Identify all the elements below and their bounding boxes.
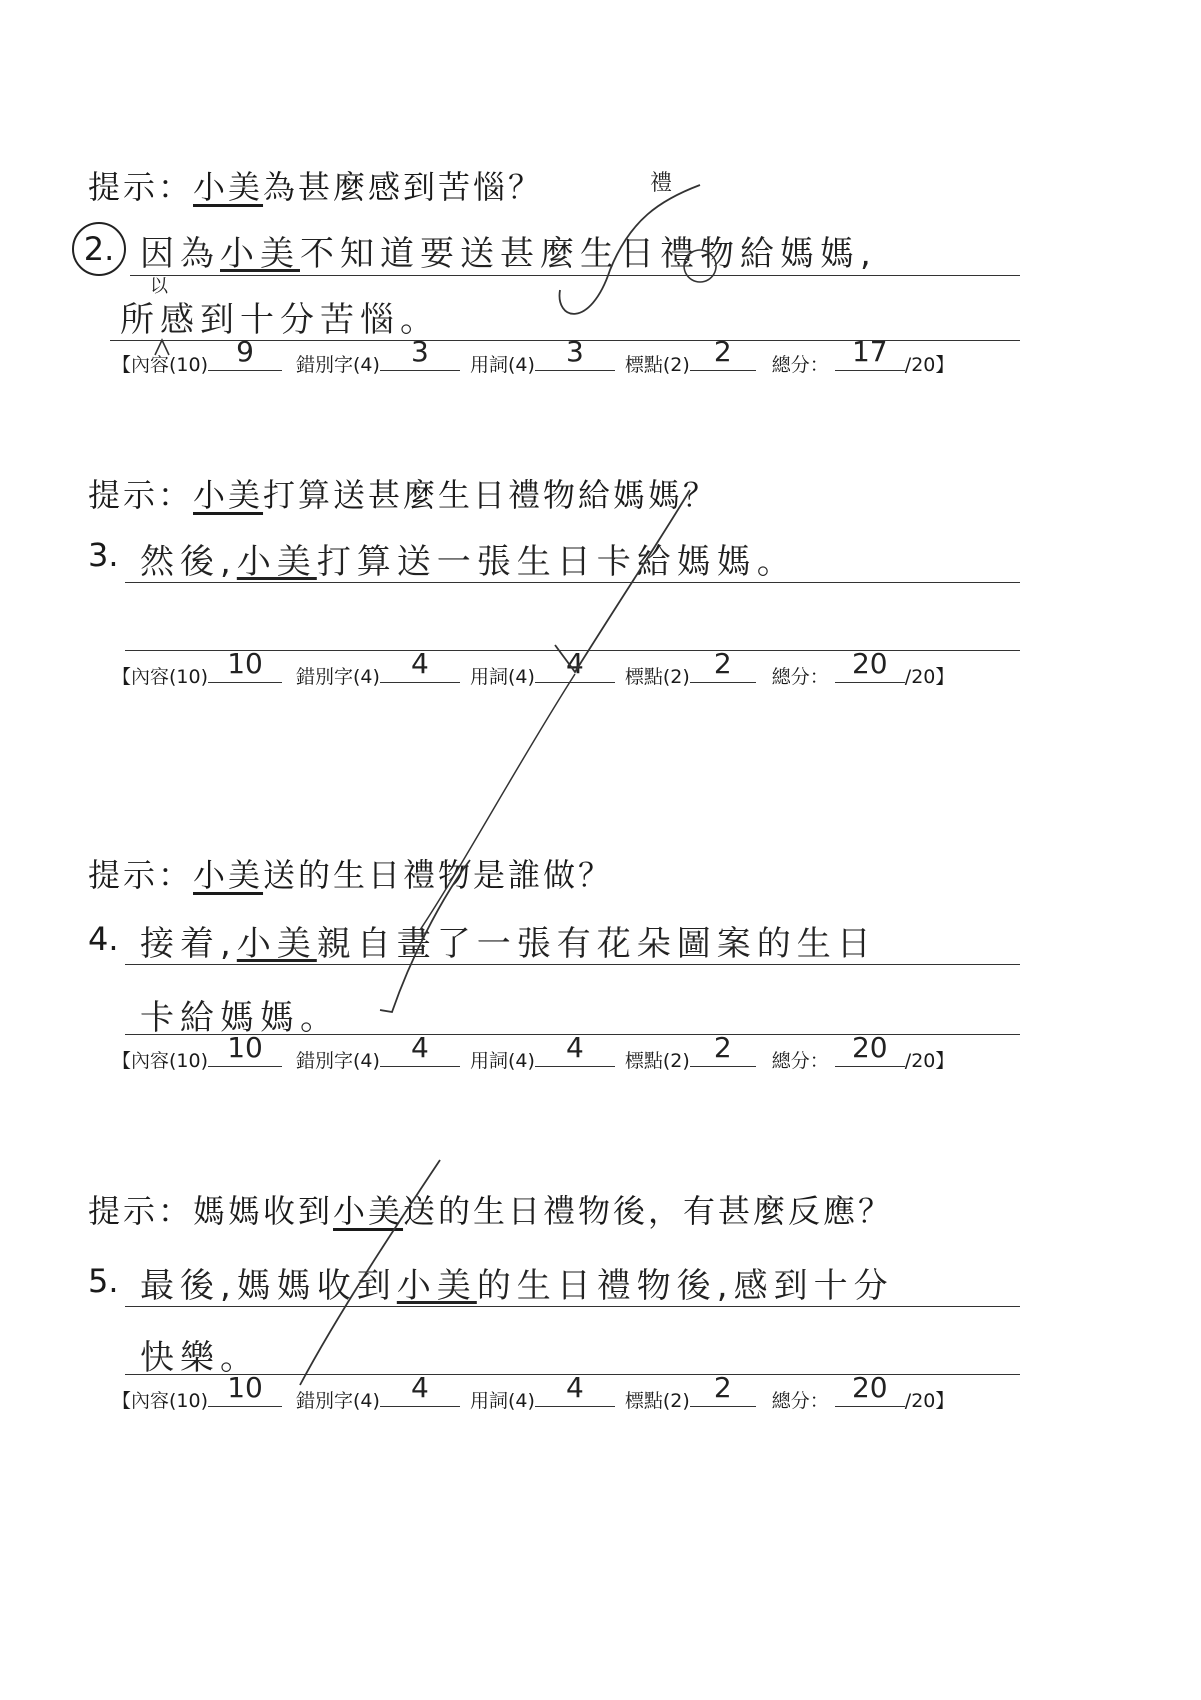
question-3-answer-line-1 bbox=[140, 534, 797, 583]
wording-label: 用詞(4) bbox=[469, 666, 535, 688]
content-label: 【內容(10) bbox=[112, 1390, 209, 1412]
spelling-label: 錯別字(4) bbox=[296, 1050, 380, 1072]
total-max-label: /20】 bbox=[904, 1390, 955, 1412]
total-label: 總分： bbox=[771, 1390, 829, 1412]
punctuation-score-value: 2 bbox=[713, 1371, 732, 1404]
question-5-prompt bbox=[88, 1186, 893, 1232]
wording-label: 用詞(4) bbox=[469, 1390, 535, 1412]
wording-label: 用詞(4) bbox=[469, 1050, 535, 1072]
correction-character: 禮 bbox=[650, 171, 673, 196]
answer-text: 最後,媽媽收到 bbox=[140, 1266, 397, 1306]
question-2-prompt bbox=[88, 162, 543, 208]
question-5-answer-line-1 bbox=[140, 1258, 894, 1307]
prompt-prefix: 提示： bbox=[88, 856, 194, 894]
answer-text: 接着, bbox=[140, 924, 237, 964]
total-score bbox=[835, 1371, 905, 1407]
wording-score bbox=[535, 1371, 615, 1407]
question-5-answer-line-2: 快樂。 bbox=[140, 1338, 260, 1378]
punctuation-label: 標點(2) bbox=[624, 1050, 690, 1072]
prompt-text: 為甚麼感到苦惱？ bbox=[263, 168, 544, 206]
punctuation-score-value: 2 bbox=[713, 335, 732, 368]
spelling-label: 錯別字(4) bbox=[296, 1390, 380, 1412]
answer-underlined-name: 小美 bbox=[220, 234, 300, 274]
question-3-number: 3. bbox=[88, 536, 119, 574]
wording-score bbox=[535, 1031, 615, 1067]
answer-text: 親自畫了一張有花朵圖案的生日 bbox=[316, 924, 877, 964]
content-score-value: 10 bbox=[227, 1371, 263, 1404]
total-label: 總分： bbox=[771, 666, 829, 688]
total-score-value: 20 bbox=[851, 647, 888, 680]
total-score bbox=[835, 335, 905, 371]
punctuation-score-value: 2 bbox=[713, 1031, 732, 1064]
total-score bbox=[835, 1031, 905, 1067]
punctuation-score bbox=[690, 1031, 756, 1067]
answer-rule bbox=[125, 1306, 1020, 1307]
punctuation-label: 標點(2) bbox=[624, 1390, 690, 1412]
punctuation-score bbox=[690, 335, 756, 371]
content-score bbox=[208, 1031, 282, 1067]
wording-score-value: 4 bbox=[565, 647, 584, 680]
content-label: 【內容(10) bbox=[112, 1050, 209, 1072]
content-label: 【內容(10) bbox=[112, 666, 209, 688]
content-label: 【內容(10) bbox=[112, 354, 209, 376]
spelling-score bbox=[380, 1371, 460, 1407]
punctuation-score bbox=[690, 1371, 756, 1407]
question-4-answer-line-2: 卡給媽媽。 bbox=[140, 998, 340, 1038]
answer-text: 打算送一張生日卡給媽媽。 bbox=[316, 542, 797, 582]
total-max-label: /20】 bbox=[904, 354, 955, 376]
question-2-number: 2. bbox=[72, 222, 126, 276]
answer-rule bbox=[125, 964, 1020, 965]
wording-score-value: 4 bbox=[565, 1031, 584, 1064]
total-max-label: /20】 bbox=[904, 666, 955, 688]
spelling-score-value: 4 bbox=[411, 647, 429, 680]
prompt-text: 送的生日禮物是誰做？ bbox=[263, 856, 614, 894]
spelling-score bbox=[380, 335, 460, 371]
wording-score-value: 4 bbox=[565, 1371, 584, 1404]
answer-text: 因為 bbox=[140, 234, 220, 274]
question-2-answer-line-2: 所感到十分苦惱。 bbox=[120, 300, 440, 340]
answer-underlined-name: 小美 bbox=[236, 924, 317, 964]
prompt-underlined-name: 小美 bbox=[193, 856, 264, 894]
content-score bbox=[208, 335, 282, 371]
question-2-answer-line-1 bbox=[140, 226, 877, 275]
answer-underlined-name: 小美 bbox=[396, 1266, 477, 1306]
total-label: 總分： bbox=[771, 354, 829, 376]
punctuation-label: 標點(2) bbox=[624, 666, 690, 688]
total-score-value: 20 bbox=[851, 1371, 888, 1404]
wording-score bbox=[535, 647, 615, 683]
punctuation-score bbox=[690, 647, 756, 683]
spelling-label: 錯別字(4) bbox=[296, 354, 380, 376]
question-3-score-line bbox=[112, 647, 955, 689]
prompt-underlined-name: 小美 bbox=[333, 1192, 404, 1230]
prompt-text: 送的生日禮物後，有甚麼反應？ bbox=[403, 1192, 894, 1230]
spelling-score bbox=[380, 647, 460, 683]
answer-text: 不知道要送甚麼生日禮物給媽媽, bbox=[300, 234, 877, 274]
content-score-value: 10 bbox=[227, 1031, 263, 1064]
spelling-label: 錯別字(4) bbox=[296, 666, 380, 688]
question-2-score-line bbox=[112, 335, 955, 377]
spelling-score-value: 4 bbox=[411, 1371, 429, 1404]
content-score bbox=[208, 1371, 282, 1407]
content-score bbox=[208, 647, 282, 683]
question-4-answer-line-1 bbox=[140, 916, 877, 965]
prompt-prefix: 提示： bbox=[88, 168, 194, 206]
prompt-prefix: 提示： bbox=[88, 476, 194, 514]
wording-label: 用詞(4) bbox=[469, 354, 535, 376]
insertion-correction: 以 bbox=[150, 276, 168, 297]
prompt-underlined-name: 小美 bbox=[193, 168, 264, 206]
answer-rule bbox=[125, 582, 1020, 583]
answer-text: 的生日禮物後,感到十分 bbox=[476, 1266, 894, 1306]
question-4-number: 4. bbox=[88, 920, 119, 958]
question-4-score-line bbox=[112, 1031, 955, 1073]
spelling-score-value: 3 bbox=[411, 335, 429, 368]
wording-score bbox=[535, 335, 615, 371]
answer-rule bbox=[130, 275, 1020, 276]
total-label: 總分： bbox=[771, 1050, 829, 1072]
answer-underlined-name: 小美 bbox=[236, 542, 317, 582]
total-max-label: /20】 bbox=[904, 1050, 955, 1072]
total-score bbox=[835, 647, 905, 683]
prompt-prefix: 提示：媽媽收到 bbox=[88, 1192, 334, 1230]
prompt-underlined-name: 小美 bbox=[193, 476, 264, 514]
wording-score-value: 3 bbox=[565, 335, 584, 368]
total-score-value: 20 bbox=[851, 1031, 888, 1064]
punctuation-label: 標點(2) bbox=[624, 354, 690, 376]
content-score-value: 9 bbox=[236, 335, 254, 368]
question-5-number: 5. bbox=[88, 1262, 119, 1300]
question-4-prompt bbox=[88, 850, 613, 896]
content-score-value: 10 bbox=[227, 647, 263, 680]
prompt-text: 打算送甚麼生日禮物給媽媽？ bbox=[263, 476, 719, 514]
spelling-score-value: 4 bbox=[411, 1031, 429, 1064]
question-5-score-line bbox=[112, 1371, 955, 1413]
punctuation-score-value: 2 bbox=[713, 647, 732, 680]
spelling-score bbox=[380, 1031, 460, 1067]
question-3-prompt bbox=[88, 470, 718, 516]
answer-text: 然後, bbox=[140, 542, 237, 582]
total-score-value: 17 bbox=[851, 335, 888, 368]
